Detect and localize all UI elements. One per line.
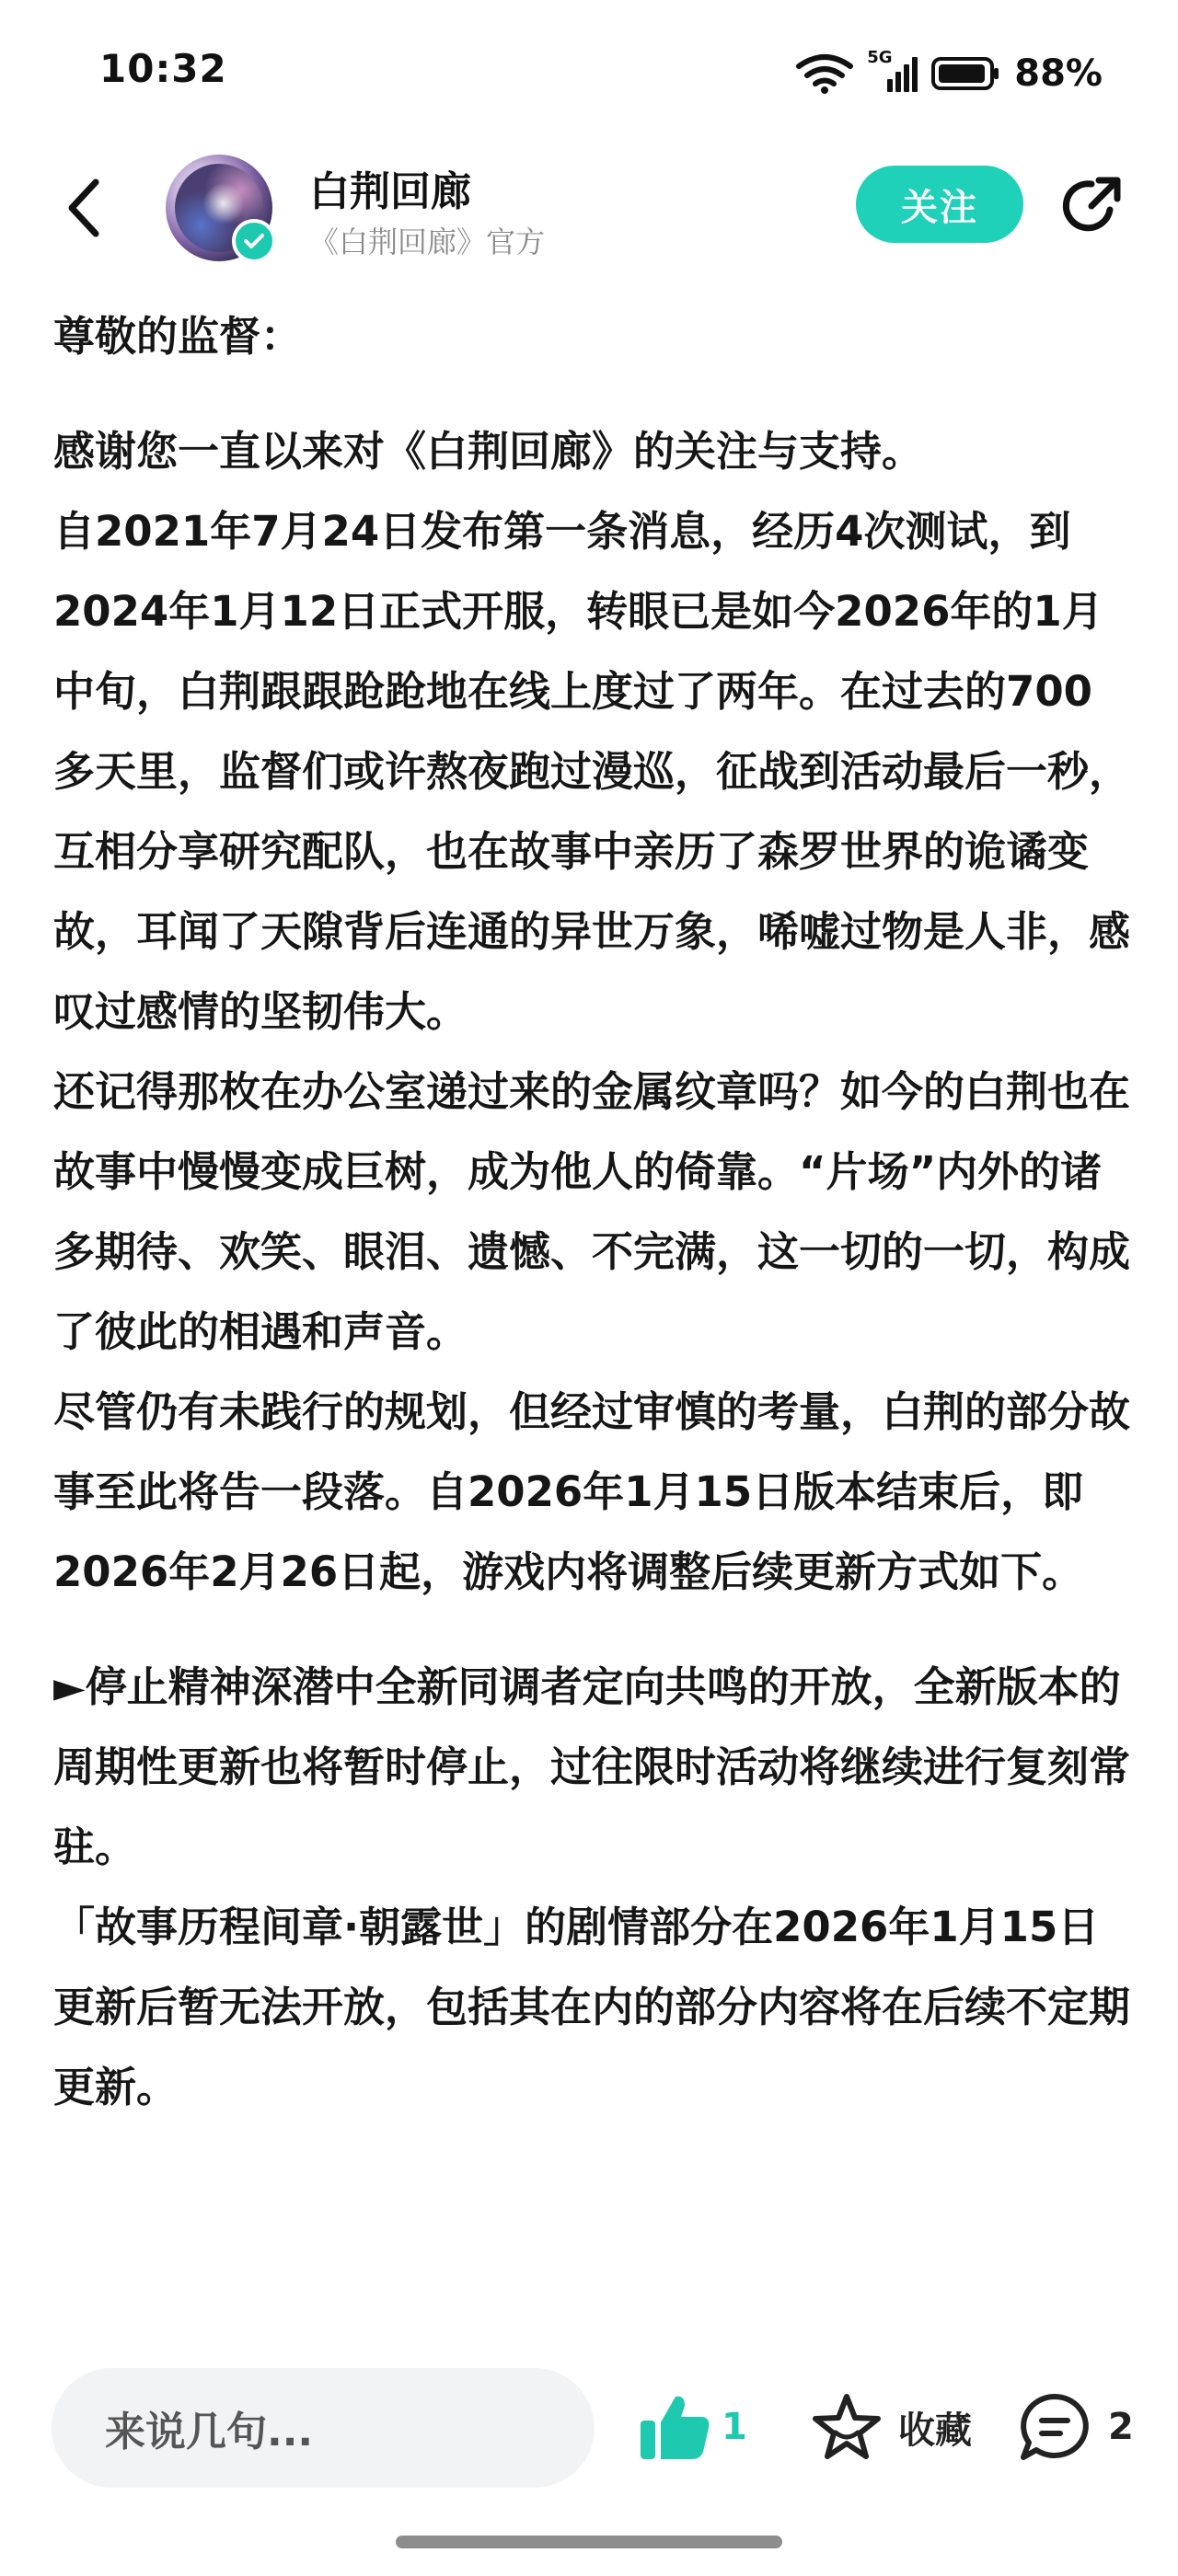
wifi-icon (795, 53, 854, 94)
verified-badge-icon (232, 219, 276, 263)
network-type: 5G (867, 48, 893, 67)
bottom-fade (0, 2272, 1178, 2328)
share-icon (1058, 173, 1125, 239)
star-icon (810, 2392, 884, 2462)
home-indicator[interactable] (396, 2536, 782, 2548)
battery-icon (931, 55, 1001, 92)
avatar[interactable] (166, 155, 272, 261)
article-paragraph: 尽管仍有未践行的规划，但经过审慎的考量，白荆的部分故事至此将告一段落。自2026年1月15日版本结束后，即2026年2月26日起，游戏内将调整后续更新方式如下。 (53, 1387, 1131, 1596)
comment-bubble-icon (1018, 2391, 1091, 2463)
article-greeting: 尊敬的监督： (53, 312, 303, 361)
article-body (53, 296, 1130, 2127)
back-button[interactable] (55, 175, 110, 241)
thumbs-up-icon (639, 2393, 712, 2461)
like-button[interactable] (639, 2388, 747, 2466)
comment-button[interactable] (1018, 2388, 1134, 2466)
comment-placeholder: 来说几句... (105, 2409, 314, 2455)
post-header (0, 138, 1178, 276)
article-paragraph: 自2021年7月24日发布第一条消息，经历4次测试，到2024年1月12日正式开服，转眼已是如今2026年的1月中旬，白荆跟跟跄跄地在线上度过了两年。在过去的700多天里，监督们或许熬夜跑过漫巡，征战到活动最后一秒，互相分享研究配队，也在故事中亲历了森罗世界的诡谲变故，耳闻了天隙背后连通的异世万象，唏嘘过物是人非，感叹过感情的坚韧伟大。 (53, 507, 1131, 1036)
comment-input[interactable] (52, 2368, 595, 2488)
status-time: 10:32 (99, 46, 227, 91)
chevron-left-icon (64, 178, 101, 237)
article-paragraph: 还记得那枚在办公室递过来的金属纹章吗？如今的白荆也在故事中慢慢变成巨树，成为他人的倚靠。“片场”内外的诸多期待、欢笑、眼泪、遗憾、不完满，这一切的一切，构成了彼此的相遇和声音。 (53, 1067, 1131, 1356)
account-name[interactable]: 白荆回廊 (309, 168, 471, 215)
article-paragraph: ►停止精神深潜中全新同调者定向共鸣的开放，全新版本的周期性更新也将暂时停止，过往限时活动将继续进行复刻常驻。 (53, 1662, 1131, 1871)
favorite-button[interactable] (810, 2388, 972, 2466)
account-subtitle: 《白荆回廊》官方 (309, 224, 546, 259)
article-paragraph: 「故事历程间章·朝露世」的剧情部分在2026年1月15日更新后暂无法开放，包括其在内的部分内容将在后续不定期更新。 (53, 1903, 1131, 2111)
comment-count: 2 (1108, 2406, 1134, 2448)
article-paragraph: 感谢您一直以来对《白荆回廊》的关注与支持。 (53, 427, 924, 476)
status-bar (0, 0, 1178, 138)
share-button[interactable] (1057, 171, 1126, 241)
status-icons (795, 48, 1103, 99)
like-count: 1 (722, 2406, 747, 2448)
favorite-label: 收藏 (898, 2409, 972, 2452)
battery-percentage: 88% (1014, 52, 1103, 95)
cellular-signal-icon (867, 48, 918, 96)
follow-button[interactable]: 关注 (856, 166, 1023, 243)
